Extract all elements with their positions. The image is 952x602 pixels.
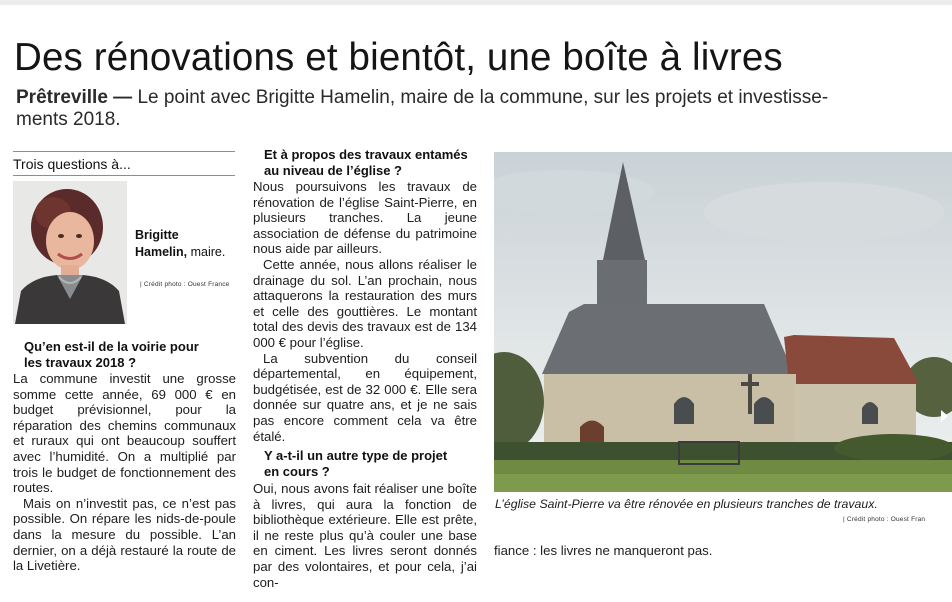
portrait-credit: | Crédit photo : Ouest France (140, 281, 230, 288)
standfirst-text: Le point avec Brigitte Hamelin, maire de la commune, sur les projets et investisse-ments 2018. (16, 87, 829, 130)
headline: Des rénovations et bientôt, une boîte à livres (14, 36, 783, 79)
church-photo (494, 152, 952, 492)
answer-1-paragraph-1: La commune investit une grosse somme cette année, 69 000 € en budget prévisionnel, pour la réparation des chemins communaux et ruraux qui ont beaucoup souffert avec l’humidité. On a multiplié par trois le budget de fonctionnement des routes. (13, 371, 236, 496)
box-top-rule (13, 151, 235, 152)
standfirst (16, 87, 831, 131)
interviewee-role: maire. (187, 245, 226, 259)
article-continuation: fiance : les livres ne manqueront pas. (494, 543, 713, 558)
photo-caption: L’église Saint-Pierre va être rénovée en plusieurs tranches de travaux. (495, 497, 878, 511)
portrait-photo (13, 181, 127, 324)
answer-3 (253, 481, 477, 590)
answer-3-paragraph-1: Oui, nous avons fait réaliser une boîte à livres, qui aura la fonction de bibliothèque extérieure. Elle est prête, il ne reste plus qu’à couler une base en ciment. Les livres seront donnés par des volontaires, et pour cela, j’ai con- (253, 481, 477, 590)
answer-1 (13, 371, 236, 574)
top-band (0, 0, 952, 5)
box-title-rule (13, 175, 235, 176)
question-2: Et à propos des travaux entamés au niveau de l’église ? (264, 147, 468, 178)
question-1: Qu’en est-il de la voirie pour les travaux 2018 ? (24, 339, 199, 370)
interviewee-last-name: Hamelin, (135, 245, 188, 259)
answer-2 (253, 179, 477, 444)
interviewee-first-name: Brigitte (135, 228, 179, 242)
answer-2-paragraph-3: La subvention du conseil départemental, en équipement, budgétisée, est de 32 000 €. Elle sera donnée sur quatre ans, et je ne sais pas encore comment cela va être étalé. (253, 350, 477, 444)
answer-2-paragraph-1: Nous poursuivons les travaux de rénovation de l’église Saint-Pierre, en plusieurs tranches. La jeune association de défense du patrimoine nous aide par ailleurs. (253, 179, 477, 257)
answer-1-paragraph-2: Mais on n’investit pas, ce n’est pas possible. On répare les nids-de-poule dans la mesure du possible. L’an dernier, on a déjà restauré la route de la Livetière. (13, 495, 236, 574)
photo-credit: | Crédit photo : Ouest Fran (843, 516, 926, 523)
dateline: Prêtreville — (16, 87, 133, 108)
question-3: Y a-t-il un autre type de projet en cours ? (264, 448, 448, 479)
box-title: Trois questions à... (13, 156, 131, 172)
interviewee-name (135, 227, 235, 261)
answer-2-paragraph-2: Cette année, nous allons réaliser le drainage du sol. L’an prochain, nous attaquerons la restauration des murs et celle des gouttières. Le montant total des devis des travaux est de 134 000 € pour l’église. (253, 256, 477, 350)
